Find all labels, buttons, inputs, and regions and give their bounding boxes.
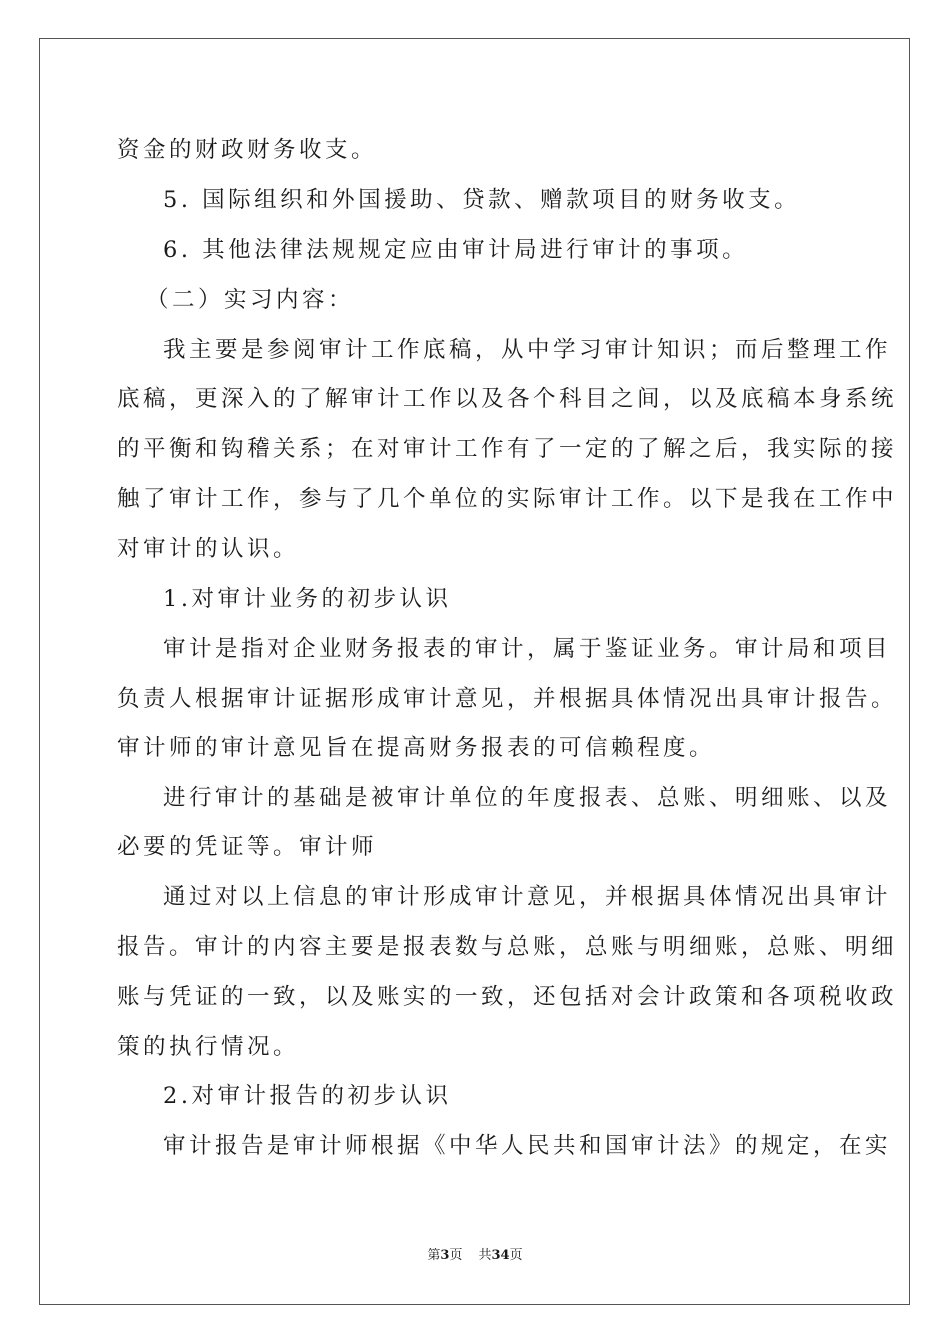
subsection-heading: 1.对审计业务的初步认识 (163, 586, 452, 612)
paragraph-line: 账与凭证的一致，以及账实的一致，还包括对会计政策和各项税收政 (117, 984, 898, 1010)
paragraph-line: 报告。审计的内容主要是报表数与总账，总账与明细账，总账、明细 (117, 934, 898, 960)
text-line: 资金的财政财务收支。 (117, 137, 378, 163)
paragraph-line: 对审计的认识。 (117, 536, 300, 562)
paragraph-line: 通过对以上信息的审计形成审计意见，并根据具体情况出具审计 (163, 884, 892, 910)
paragraph-line: 我主要是参阅审计工作底稿，从中学习审计知识；而后整理工作 (163, 337, 892, 363)
page-footer (0, 1248, 950, 1264)
paragraph-line: 底稿，更深入的了解审计工作以及各个科目之间，以及底稿本身系统 (117, 386, 898, 412)
paragraph-line: 审计报告是审计师根据《中华人民共和国审计法》的规定，在实 (163, 1133, 892, 1159)
total-pages: 34 (491, 1248, 510, 1263)
paragraph-line: 负责人根据审计证据形成审计意见，并根据具体情况出具审计报告。 (117, 686, 898, 712)
paragraph-line: 的平衡和钩稽关系；在对审计工作有了一定的了解之后，我实际的接 (117, 436, 898, 462)
page-number: 3 (440, 1248, 450, 1263)
list-item-5: 5. 国际组织和外国援助、贷款、赠款项目的财务收支。 (163, 187, 801, 213)
paragraph-line: 进行审计的基础是被审计单位的年度报表、总账、明细账、以及 (163, 785, 892, 811)
footer-page-suffix: 页 (449, 1248, 463, 1263)
page-border (39, 38, 910, 1305)
section-heading: （二）实习内容： (146, 287, 355, 313)
footer-total-prefix: 共 (478, 1248, 492, 1263)
paragraph-line: 审计是指对企业财务报表的审计，属于鉴证业务。审计局和项目 (163, 636, 892, 662)
paragraph-line: 必要的凭证等。审计师 (117, 834, 378, 860)
subsection-heading: 2.对审计报告的初步认识 (163, 1083, 452, 1109)
footer-total-suffix: 页 (509, 1248, 523, 1263)
paragraph-line: 策的执行情况。 (117, 1034, 300, 1060)
footer-prefix: 第 (427, 1248, 441, 1263)
paragraph-line: 审计师的审计意见旨在提高财务报表的可信赖程度。 (117, 735, 716, 761)
list-item-6: 6. 其他法律法规规定应由审计局进行审计的事项。 (163, 237, 749, 263)
paragraph-line: 触了审计工作，参与了几个单位的实际审计工作。以下是我在工作中 (117, 486, 898, 512)
